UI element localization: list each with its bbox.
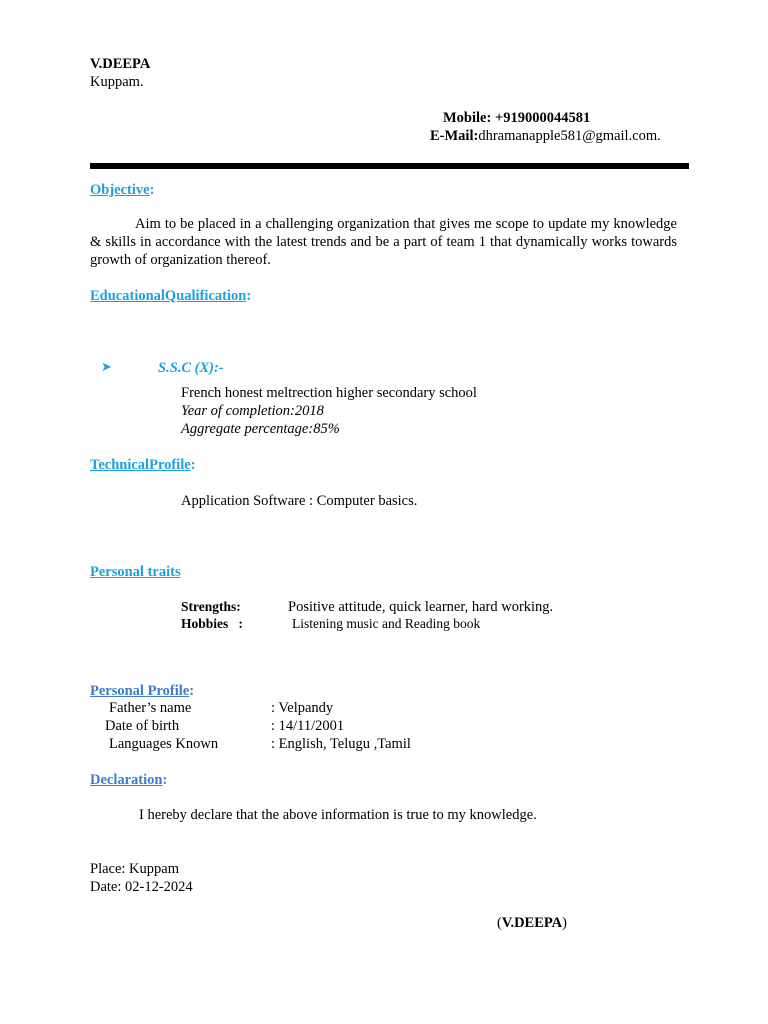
signature-name: V.DEEPA [501,915,563,931]
signature-close-paren: ) [562,915,567,931]
school-name: French honest meltrection higher secondary school [181,385,477,401]
profile-heading-line [90,682,194,700]
father-name-value: : Velpandy [271,700,334,716]
languages-label: Languages Known [109,736,219,752]
technical-colon: : [190,457,196,473]
email-value: dhramanapple581@gmail.com. [478,128,661,144]
mobile-line [443,109,590,127]
declaration-heading: Declaration [90,772,163,788]
mobile-label: Mobile: [443,110,492,126]
strengths-value: Positive attitude, quick learner, hard working. [288,599,554,615]
header-divider [90,163,689,169]
candidate-place: Kuppam. [90,74,144,90]
father-name-label: Father’s name [109,700,192,716]
languages-value: : English, Telugu ,Tamil [271,736,411,752]
completion-year: Year of completion:2018 [181,403,324,419]
signature [497,914,567,932]
profile-colon: : [189,683,195,699]
declaration-colon: : [162,772,168,788]
email-line [430,127,661,145]
objective-text: Aim to be placed in a challenging organization that gives me scope to update my knowledge & skills in accordance with the latest trends and be a part of team 1 that dynamically works towards growth of organization thereof. [90,216,677,268]
objective-colon: : [149,182,155,198]
education-colon: : [246,288,252,304]
declaration-text: I hereby declare that the above information is true to my knowledge. [139,807,537,823]
dob-label: Date of birth [105,718,180,734]
aggregate-percentage: Aggregate percentage:85% [181,421,340,437]
technical-heading: TechnicalProfile [90,457,191,473]
traits-heading: Personal traits [90,564,181,580]
technical-heading-line [90,456,196,474]
objective-text-block [90,215,677,269]
education-heading-line [90,287,251,305]
education-heading: EducationalQualification [90,288,247,304]
declaration-heading-line [90,771,167,789]
footer-place: Place: Kuppam [90,861,179,877]
objective-heading-line [90,181,154,199]
ssc-label: S.S.C (X):- [158,360,224,376]
candidate-name: V.DEEPA [90,56,151,72]
dob-value: : 14/11/2001 [271,718,345,734]
hobbies-label: Hobbies : [181,616,243,631]
hobbies-value: Listening music and Reading book [292,616,481,631]
signature-open-paren: ( [497,915,502,931]
mobile-value: +919000044581 [491,110,591,126]
footer-date: Date: 02-12-2024 [90,879,193,895]
arrow-bullet-icon: ➤ [101,360,112,375]
technical-text: Application Software : Computer basics. [181,493,418,509]
profile-heading: Personal Profile [90,683,190,699]
email-label: E-Mail: [430,128,479,144]
objective-heading: Objective [90,182,150,198]
strengths-label: Strengths: [181,599,241,614]
